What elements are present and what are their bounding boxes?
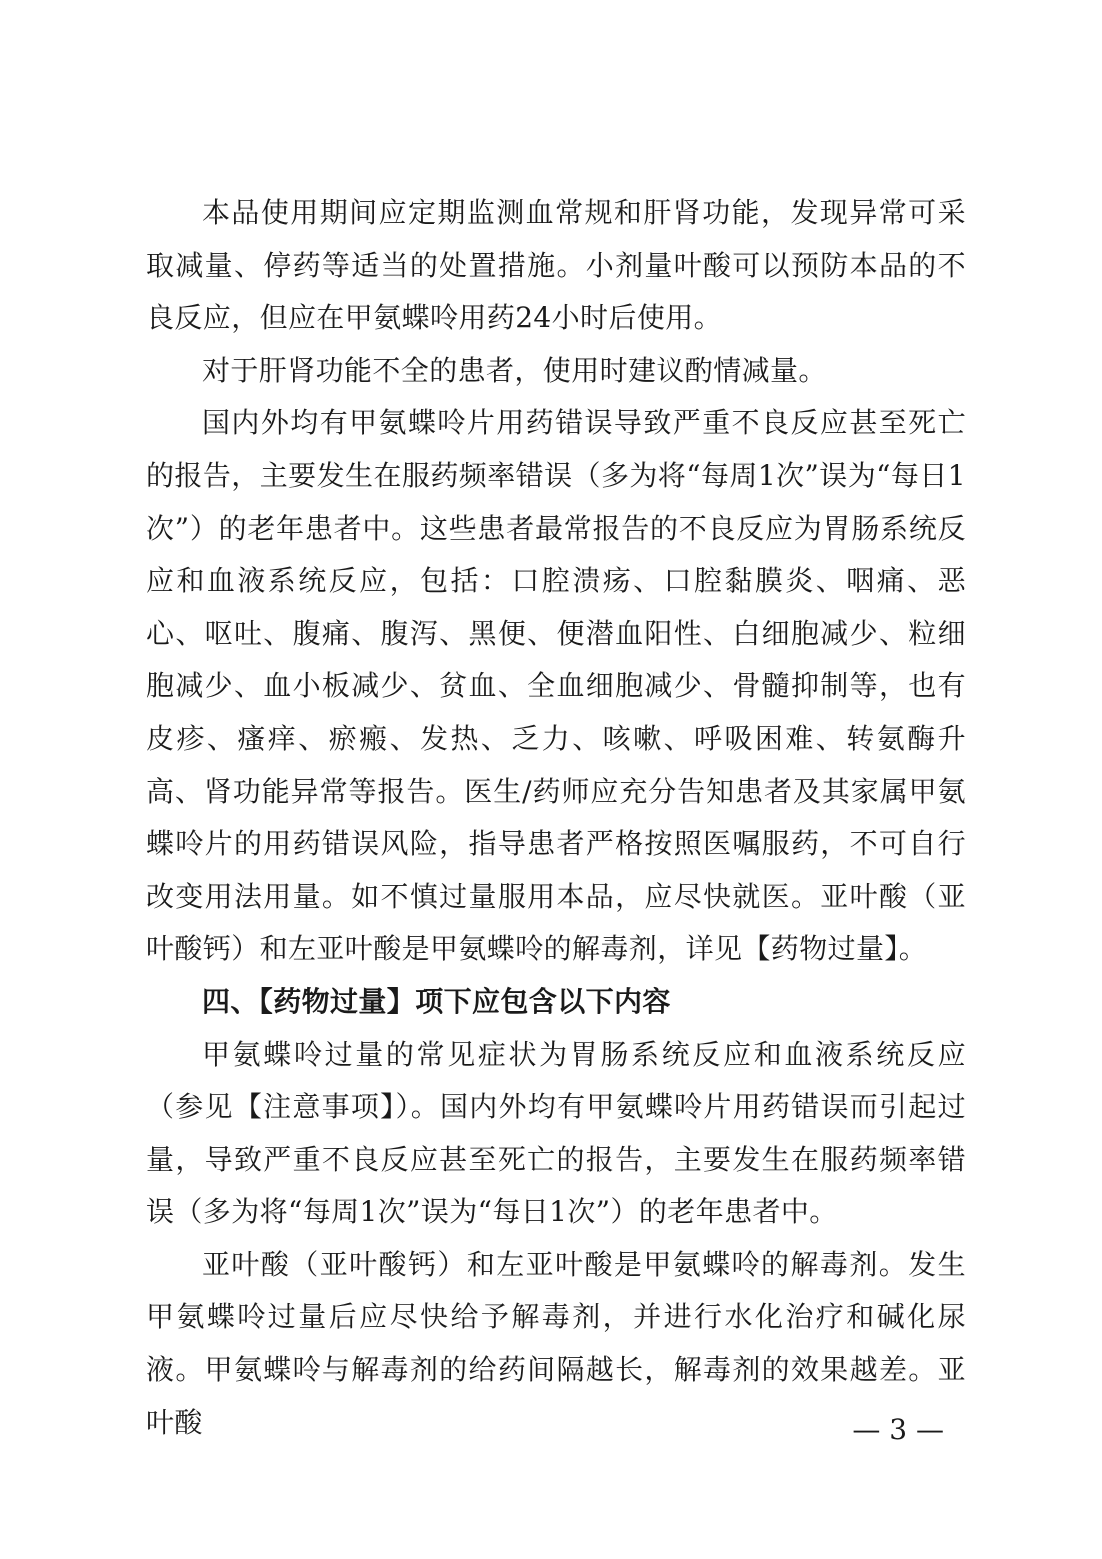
- paragraph-dose-reduction: 对于肝肾功能不全的患者，使用时建议酌情减量。: [202, 353, 827, 387]
- body-text: [146, 187, 966, 1449]
- paragraph-antidote: 亚叶酸（亚叶酸钙）和左亚叶酸是甲氨蝶呤的解毒剂。发生甲氨蝶呤过量后应尽快给予解毒剂，并进行水化治疗和碱化尿液。甲氨蝶呤与解毒剂的给药间隔越长，解毒剂的效果越差。亚叶酸: [146, 1247, 966, 1439]
- paragraph-medication-error: 国内外均有甲氨蝶呤片用药错误导致严重不良反应甚至死亡的报告，主要发生在服药频率错误（多为将“每周1次”误为“每日1次”）的老年患者中。这些患者最常报告的不良反应为胃肠系统反应和血液系统反应，包括：口腔溃疡、口腔黏膜炎、咽痛、恶心、呕吐、腹痛、腹泻、黑便、便潜血阳性、白细胞减少、粒细胞减少、血小板减少、贫血、全血细胞减少、骨髓抑制等，也有皮疹、瘙痒、瘀瘢、发热、乏力、咳嗽、呼吸困难、转氨酶升高、肾功能异常等报告。医生/药师应充分告知患者及其家属甲氨蝶呤片的用药错误风险，指导患者严格按照医嘱服药，不可自行改变用法用量。如不慎过量服用本品，应尽快就医。亚叶酸（亚叶酸钙）和左亚叶酸是甲氨蝶呤的解毒剂，详见【药物过量】。: [146, 406, 966, 966]
- section-heading-overdose: 四、【药物过量】项下应包含以下内容: [202, 984, 671, 1018]
- page-number: — 3 —: [852, 1413, 944, 1446]
- paragraph-monitoring: 本品使用期间应定期监测血常规和肝肾功能，发现异常可采取减量、停药等适当的处置措施。小剂量叶酸可以预防本品的不良反应，但应在甲氨蝶呤用药24小时后使用。: [146, 196, 966, 335]
- paragraph-overdose-symptoms: 甲氨蝶呤过量的常见症状为胃肠系统反应和血液系统反应（参见【注意事项】）。国内外均有甲氨蝶呤片用药错误而引起过量，导致严重不良反应甚至死亡的报告，主要发生在服药频率错误（多为将“每周1次”误为“每日1次”）的老年患者中。: [146, 1037, 966, 1229]
